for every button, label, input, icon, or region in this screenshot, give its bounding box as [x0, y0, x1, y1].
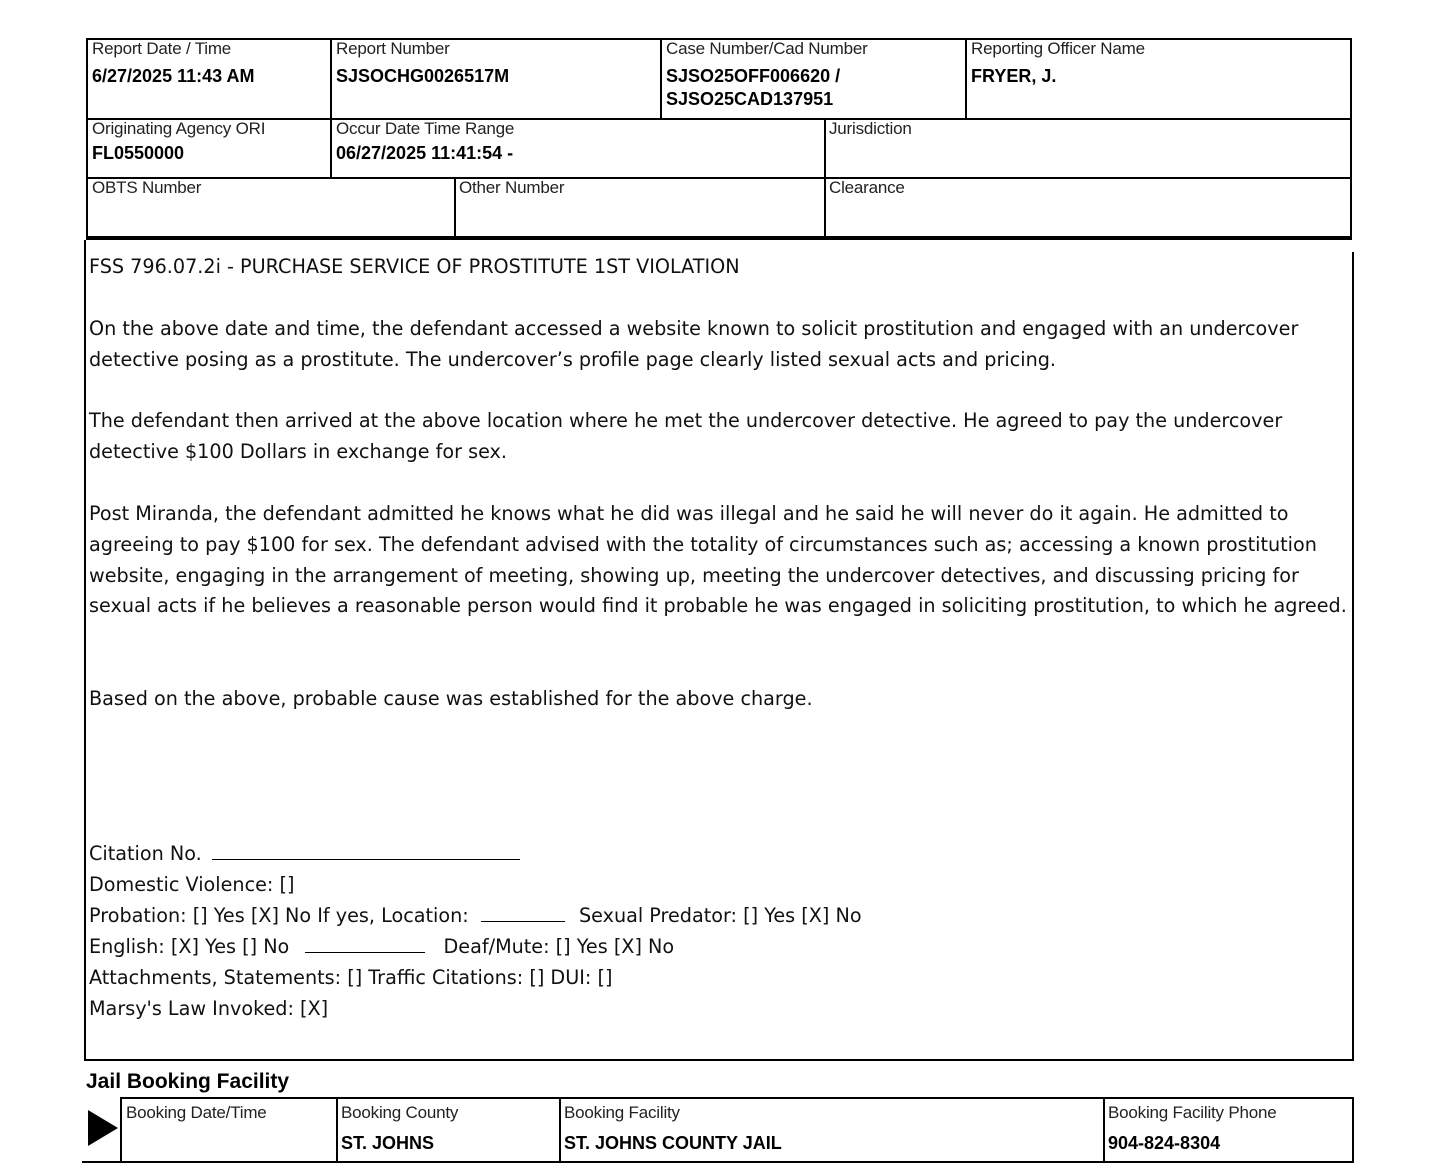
grid-line: [1350, 38, 1352, 238]
jurisdiction-label: Jurisdiction: [829, 119, 912, 138]
checklist: [89, 838, 1289, 1024]
booking-grid-line: [120, 1097, 122, 1163]
cad-number-value: SJSO25CAD137951: [666, 89, 834, 109]
case-number-cell: [666, 39, 962, 111]
report-number-value: SJSOCHG0026517M: [336, 66, 510, 86]
report-number-label: Report Number: [336, 39, 450, 58]
booking-phone-label: Booking Facility Phone: [1108, 1103, 1277, 1122]
booking-phone-cell: [1108, 1103, 1348, 1155]
booking-date-cell: [126, 1103, 332, 1123]
grid-line: [330, 38, 332, 178]
booking-grid-line: [120, 1097, 1354, 1099]
report-date-label: Report Date / Time: [92, 39, 232, 58]
other-number-label: Other Number: [459, 178, 565, 197]
narrative-border-right: [1352, 252, 1354, 1060]
booking-county-cell: [341, 1103, 555, 1155]
clearance-label: Clearance: [829, 178, 905, 197]
narrative-paragraph-4: Based on the above, probable cause was established for the above charge.: [89, 687, 813, 711]
ori-value: FL0550000: [92, 143, 185, 163]
occur-cell: [336, 119, 820, 165]
case-number-label: Case Number/Cad Number: [666, 39, 868, 58]
sexual-predator-text: Sexual Predator: [] Yes [X] No: [578, 904, 862, 927]
booking-facility-value: ST. JOHNS COUNTY JAIL: [564, 1133, 782, 1153]
triangle-right-icon: [88, 1110, 120, 1146]
grid-line: [454, 177, 456, 238]
report-number-cell: [336, 39, 656, 88]
citation-row: [89, 838, 1289, 869]
ori-cell: [92, 119, 328, 165]
grid-line: [660, 38, 662, 119]
charge-line: FSS 796.07.2i - PURCHASE SERVICE OF PROSTITUTE 1ST VIOLATION: [89, 255, 740, 278]
other-number-cell: [459, 178, 819, 198]
grid-line: [965, 38, 967, 119]
narrative-paragraph-1: On the above date and time, the defendant accessed a website known to solicit prostitution and engaged with an undercover detective posing as a prostitute. The undercover’s profile page clearly listed sexual acts and pricing.: [89, 316, 1299, 371]
jurisdiction-cell: [829, 119, 1347, 139]
officer-cell: [971, 39, 1347, 88]
ori-label: Originating Agency ORI: [92, 119, 266, 138]
deaf-mute-text: Deaf/Mute: [] Yes [X] No: [443, 935, 675, 958]
booking-grid-line: [82, 1161, 1354, 1163]
grid-line: [824, 118, 826, 238]
booking-grid-line: [336, 1097, 338, 1163]
marsys-law-row: Marsy's Law Invoked: [X]: [89, 997, 329, 1020]
grid-line-thick: [86, 236, 1352, 240]
booking-facility-label: Booking Facility: [564, 1103, 680, 1122]
english-text: English: [X] Yes [] No: [89, 935, 290, 958]
probation-location-blank: [481, 903, 565, 922]
booking-phone-value: 904-824-8304: [1108, 1133, 1221, 1153]
english-blank: [305, 934, 425, 953]
booking-date-label: Booking Date/Time: [126, 1103, 267, 1122]
clearance-cell: [829, 178, 1347, 198]
booking-grid-line: [1103, 1097, 1105, 1163]
domestic-violence-row: Domestic Violence: []: [89, 873, 295, 896]
narrative-border-bottom: [84, 1059, 1354, 1061]
narrative-paragraph-3: Post Miranda, the defendant admitted he knows what he did was illegal and he said he will never do it again. He admitted to agreeing to pay $100 for sex. The defendant advised with the totality of circumstances such as; accessing a known prostitution website, engaging in the arrangement of meeting, showing up, meeting the undercover detectives, and discussing pricing for sexual acts if he believes a reasonable person would find it probable he was engaged in soliciting prostitution, to which he agreed.: [89, 501, 1347, 618]
booking-grid-line: [1352, 1097, 1354, 1163]
probation-text: Probation: [] Yes [X] No If yes, Location:: [89, 904, 469, 927]
occur-label: Occur Date Time Range: [336, 119, 515, 138]
probation-row: [89, 900, 1289, 931]
english-row: [89, 931, 1289, 962]
report-date-value: 6/27/2025 11:43 AM: [92, 66, 255, 86]
occur-value: 06/27/2025 11:41:54 -: [336, 143, 514, 163]
booking-section-title: Jail Booking Facility: [86, 1070, 290, 1093]
grid-line: [86, 38, 88, 238]
citation-blank: [212, 841, 520, 860]
officer-value: FRYER, J.: [971, 66, 1057, 86]
narrative-paragraph-2: The defendant then arrived at the above location where he met the undercover detective. He agreed to pay the undercover detective $100 Dollars in exchange for sex.: [89, 409, 1283, 464]
obts-label: OBTS Number: [92, 178, 202, 197]
narrative-text: [89, 252, 1351, 715]
citation-label: Citation No.: [89, 842, 202, 865]
booking-county-label: Booking County: [341, 1103, 459, 1122]
booking-facility-cell: [564, 1103, 1099, 1155]
booking-grid-line: [559, 1097, 561, 1163]
narrative-border-left: [84, 240, 86, 1060]
officer-label: Reporting Officer Name: [971, 39, 1145, 58]
report-date-cell: [92, 39, 328, 88]
attachments-row: Attachments, Statements: [] Traffic Citations: [] DUI: []: [89, 966, 613, 989]
obts-cell: [92, 178, 450, 198]
case-number-value: SJSO25OFF006620 /: [666, 66, 841, 86]
booking-county-value: ST. JOHNS: [341, 1133, 435, 1153]
